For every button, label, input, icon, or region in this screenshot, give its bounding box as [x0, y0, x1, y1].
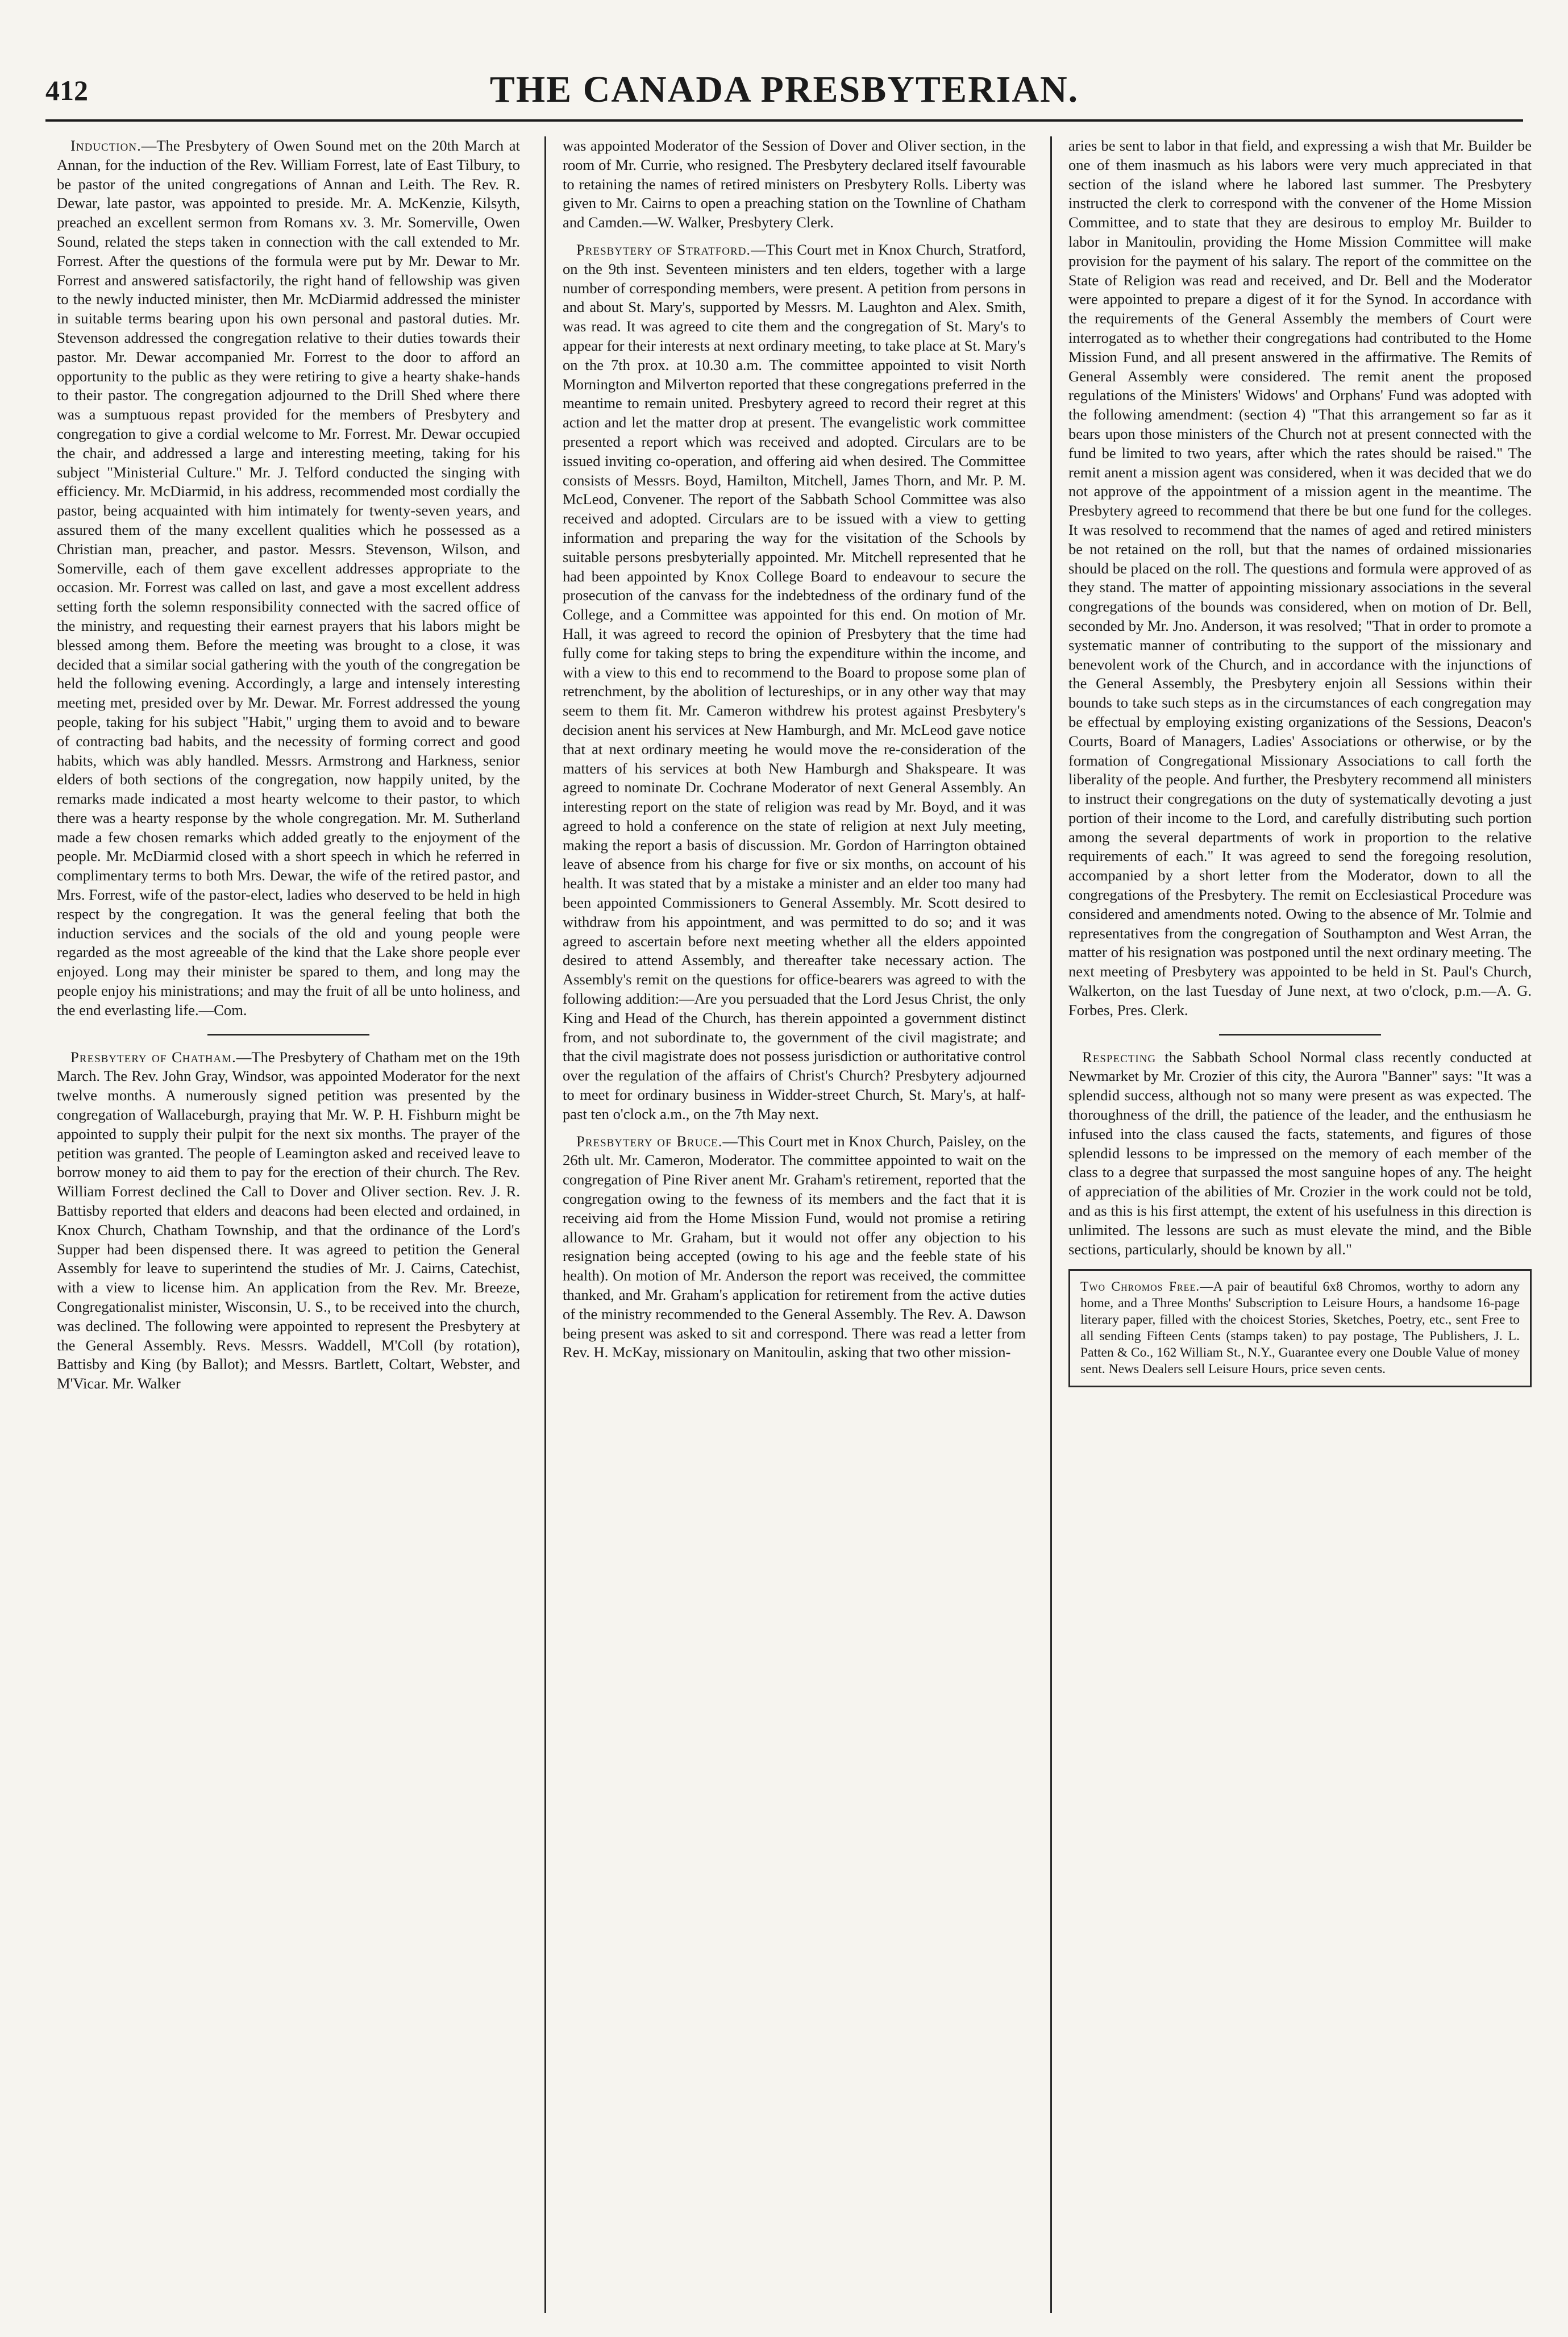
header-rule [45, 119, 1523, 122]
column-2 [563, 136, 1026, 2313]
article-text: —The Presbytery of Owen Sound met on the 20th March at Annan, for the induction of the Rev. William Forrest, late of East Tilbury, to be pastor of the united congregations of Annan and Leith. The Rev. R. Dewar, late pastor, was appointed to preside. Mr. A. McKenzie, Kilsyth, preached an excellent sermon from Romans xv. 3. Mr. Somerville, Owen Sound, related the steps taken in connection with the call extended to Mr. Forrest. After the questions of the formula were put by Mr. Dewar to Mr. Forrest and answered satisfactorily, the right hand of fellowship was given to the newly inducted minister, then Mr. McDiarmid addressed the minister in suitable terms bearing upon his own personal and pastoral duties. Mr. Stevenson addressed the congregation relative to their duties towards their pastor. Mr. Dewar accompanied Mr. Forrest to the door to afford an opportunity to the public as they were retiring to give a hearty shake-hands to their pastor. The congregation adjourned to the Drill Shed where there was a sumptuous repast provided for the members of Presbytery and congregation to give a cordial welcome to Mr. Forrest. Mr. Dewar occupied the chair, and addressed a large and interesting meeting, taking for his subject "Ministerial Culture." Mr. J. Telford conducted the singing with efficiency. Mr. McDiarmid, in his address, recommended most cordially the pastor, being acquainted with him intimately for twenty-seven years, and assured them of the many excellent qualities which he possessed as a Christian man, preacher, and pastor. Messrs. Stevenson, Wilson, and Somerville, each of them gave excellent addresses appropriate to the occasion. Mr. Forrest was called on last, and gave a most excellent address setting forth the solemn responsibility connected with the sacred office of the ministry, and requesting their earnest prayers that his labors might be blessed among them. Before the meeting was brought to a close, it was decided that a similar social gathering with the youth of the congregation be held the following evening. Accordingly, a large and intensely interesting meeting met, presided over by Mr. Dewar. Mr. Forrest addressed the young people, taking for his subject "Habit," urging them to avoid and to beware of contracting bad habits, and the necessity of forming correct and good habits, which was ably handled. Messrs. Armstrong and Harkness, senior elders of both sections of the congregation, now happily united, by the remarks made indicated a most hearty welcome to their pastor, to which there was a hearty response by the whole congregation. Mr. M. Sutherland made a few chosen remarks which added greatly to the enjoyment of the people. Mr. McDiarmid closed with a short speech in which he referred in complimentary terms to both Mrs. Dewar, the wife of the retired pastor, and Mrs. Forrest, wife of the pastor-elect, ladies who deserved to be held in high respect by the congregation. It was the general feeling that both the induction services and the socials of the old and young people were regarded as the most agreeable of the kind that the Lake shore people ever enjoyed. Long may their minister be spared to them, and long may the people enjoy his ministrations; and may the fruit of all be unto holiness, and the end everlasting life.—Com. [57, 137, 520, 1018]
page-header [45, 68, 1523, 114]
column-rule [544, 136, 546, 2313]
article-presbytery-stratford [563, 240, 1026, 1124]
article-bruce-continued [1068, 136, 1532, 1020]
article-presbytery-bruce [563, 1132, 1026, 1363]
article-paragraph [563, 136, 1026, 232]
article-heading: Presbytery of Bruce. [576, 1132, 723, 1150]
article-presbytery-chatham [57, 1048, 520, 1394]
advertisement-text [1080, 1279, 1520, 1378]
page-number: 412 [45, 74, 88, 106]
article-divider [207, 1034, 369, 1036]
article-paragraph [563, 240, 1026, 1124]
article-text: aries be sent to labor in that field, and expressing a wish that Mr. Builder be one of them inasmuch as his labors were very much appreciated in that section of the island where he labored last summer. The Presbytery instructed the clerk to correspond with the convener of the Home Mission Committee, and to state that they are desirous to employ Mr. Builder to labor in Manitoulin, providing the Home Mission Committee will make provision for the payment of his salary. The report of the committee on the State of Religion was read and received, and Dr. Bell and the Moderator were appointed to prepare a digest of it for the Synod. In accordance with the requirements of the General Assembly the members of Court were interrogated as to whether their congregations had contributed to the Home Mission Fund, and all present answered in the affirmative. The Remits of General Assembly were considered. The remit anent the proposed regulations of the Ministers' Widows' and Orphans' Fund was adopted with the following amendment: (section 4) "That this arrangement so far as it bears upon those ministers of the Church not at present connected with the fund be limited to two years, after which the rates should be raised." The remit anent a mission agent was considered, when it was decided that we do not approve of the appointment of a mission agent in the meantime. The Presbytery agreed to recommend that there be but one fund for the colleges. It was resolved to recommend that the names of aged and retired ministers be not retained on the roll, but that the names of ordained missionaries should be placed on the roll. The questions and formula were approved of as they stand. The matter of appointing missionary associations in the several congregations of the bounds was considered, when on motion of Dr. Bell, seconded by Mr. Jno. Anderson, it was resolved; "That in order to promote a systematic manner of contributing to the support of the missionary and benevolent work of the Church, and in accordance with the injunctions of the General Assembly, the Presbytery enjoin all Sessions within their bounds to take such steps as in the circumstances of each congregation may be effectual by employing existing organizations of the Sessions, Deacon's Courts, Board of Managers, Ladies' Associations or otherwise, or by the formation of Congregational Missionary Associations to call forth the liberality of the people. And further, the Presbytery recommend all ministers to instruct their congregations on the duty of systematically devoting a just portion of their income to the Lord, and carefully distributing such portion among the several departments of work in proportion to the relative requirements of each." It was agreed to send the foregoing resolution, accompanied by a short letter from the Moderator, down to all the congregations of the Presbytery. The remit on Ecclesiastical Procedure was considered and amendments noted. Owing to the absence of Mr. Tolmie and representatives from the congregation of Southampton and West Arran, the matter of his resignation was postponed until the next ordinary meeting. The next meeting of Presbytery was appointed to be held in St. Paul's Church, Walkerton, on the last Tuesday of June next, at two o'clock, p.m.—A. G. Forbes, Pres. Clerk. [1068, 137, 1532, 1018]
article-heading: Respecting [1082, 1048, 1157, 1066]
article-text: —This Court met in Knox Church, Paisley, on the 26th ult. Mr. Cameron, Moderator. The committee appointed to wait on the congregation of Pine River anent Mr. Graham's retirement, reported that the congregation owing to the fewness of its members and the fact that it is receiving aid from the Home Mission Fund, would not promise a retiring allowance to Mr. Graham, but it would not offer any objection to his resignation being accepted (owing to his age and the feeble state of his health). On motion of Mr. Anderson the report was received, the committee thanked, and Mr. Graham's application for retirement from the active duties of the ministry recommended to the General Assembly. The Rev. A. Dawson being present was asked to sit and correspond. There was read a letter from Rev. H. McKay, missionary on Manitoulin, asking that two other mission- [563, 1132, 1026, 1361]
column-rule [1050, 136, 1052, 2313]
article-sabbath-school [1068, 1048, 1532, 1259]
article-text: was appointed Moderator of the Session of Dover and Oliver section, in the room of Mr. Currie, who resigned. The Presbytery declared itself favourable to retaining the names of retired ministers on Presbytery Rolls. Liberty was given to Mr. Cairns to open a preaching station on the Townline of Chatham and Camden.—W. Walker, Presbytery Clerk. [563, 137, 1026, 231]
article-text: the Sabbath School Normal class recently conducted at Newmarket by Mr. Crozier of this city, the Aurora "Banner" says: "It was a splendid success, although not so many were present as was expected. The thoroughness of the drill, the patience of the leader, and the enthusiasm he infused into the class caused the facts, statements, and figures of those splendid lessons to be impressed on the memory of each member of the class to a degree that surpassed the most sanguine hopes of any. The height of appreciation of the abilities of Mr. Crozier in the work could not be told, and as this is his first attempt, the extent of his usefulness in this direction is unlimited. The lessons are such as must elevate the mind, and the Bible sections, particularly, should be known by all." [1068, 1048, 1532, 1258]
advertisement-heading: Two Chromos Free. [1080, 1279, 1200, 1295]
article-heading: Presbytery of Stratford. [576, 240, 751, 258]
article-paragraph [563, 1132, 1026, 1363]
article-text: —This Court met in Knox Church, Stratford, on the 9th inst. Seventeen ministers and ten elders, together with a large number of corresponding members, were present. A petition from persons in and about St. Mary's, supported by Messrs. M. Laughton and Alex. Smith, was read. It was agreed to cite them and the congregation of St. Mary's to appear for their interests at next ordinary meeting, to take place at St. Mary's on the 7th prox. at 10.30 a.m. The committee appointed to visit North Mornington and Milverton reported that these congregations preferred in the meantime to remain united. Presbytery agreed to record their regret at this action and let the matter drop at present. The evangelistic work committee presented a report which was received and adopted. Circulars are to be issued inviting co-operation, and offering aid when desired. The Committee consists of Messrs. Boyd, Hamilton, Mitchell, James Thorn, and Mr. P. M. McLeod, Convener. The report of the Sabbath School Committee was also received and adopted. Circulars are to be issued with a view to getting information and preparing the way for the visitation of the Schools by suitable persons presbyterially appointed. Mr. Mitchell represented that he had been appointed by Knox College Board to endeavour to secure the prosecution of the canvass for the indebtedness of the ordinary fund of the College, and a Committee was appointed for this end. On motion of Mr. Hall, it was agreed to record the opinion of Presbytery that the time had fully come for taking steps to bring the expenditure within the income, and with a view to this end to recommend to the Board to propose some plan of retrenchment, by the abolition of lectureships, or in any other way that may seem to them fit. Mr. Cameron withdrew his protest against Presbytery's decision anent his services at New Hamburgh, and Mr. McLeod gave notice that at next ordinary meeting he would move the re-consideration of the matters of his services at both New Hamburgh and Shakspeare. It was agreed to nominate Dr. Cochrane Moderator of next General Assembly. An interesting report on the state of religion was read by Mr. Boyd, and it was agreed to hold a conference on the state of religion at next July meeting, making the report a basis of discussion. Mr. Gordon of Harrington obtained leave of absence from his charge for five or six months, on account of his health. It was stated that by a mistake a minister and an elder too many had been appointed Commissioners to General Assembly. Mr. Scott desired to withdraw from his appointment, and was permitted to do so; and it was agreed to ascertain before next meeting whether all the elders appointed desired to attend Assembly, and thereafter take necessary action. The Assembly's remit on the questions for office-bearers was agreed to with the following addition:—Are you persuaded that the Lord Jesus Christ, the only King and Head of the Church, has therein appointed a government distinct from, and not subordinate to, the government of the civil magistrate; and that the civil magistrate does not possess jurisdiction or authoritative control over the regulation of the affairs of Christ's Church? Presbytery adjourned to meet for ordinary business in Widder-street Church, St. Mary's, at half-past ten o'clock a.m., on the 7th May next. [563, 240, 1026, 1122]
article-divider [1219, 1034, 1381, 1036]
article-heading: Presbytery of Chatham. [70, 1048, 236, 1066]
advertisement-body: —A pair of beautiful 6x8 Chromos, worthy to adorn any home, and a Three Months' Subscription to Leisure Hours, a handsome 16-page literary paper, filled with the choicest Stories, Sketches, Poetry, etc., sent Free to all sending Fifteen Cents (stamps taken) to pay postage, The Publishers, J. L. Patten & Co., 162 William St., N.Y., Guarantee every one Double Value of money sent. News Dealers sell Leisure Hours, price seven cents. [1080, 1279, 1520, 1377]
article-paragraph [1068, 136, 1532, 1020]
journal-title: THE CANADA PRESBYTERIAN. [489, 69, 1079, 110]
article-text: —The Presbytery of Chatham met on the 19th March. The Rev. John Gray, Windsor, was appointed Moderator for the next twelve months. A numerously signed petition was presented by the congregation of Wallaceburgh, praying that Mr. W. P. H. Fishburn might be appointed to supply their pulpit for the next six months. The prayer of the petition was granted. The people of Leamington asked and received leave to borrow money to aid them to pay for the erection of their church. The Rev. William Forrest declined the Call to Dover and Oliver section. Rev. J. R. Battisby reported that elders and deacons had been elected and ordained, in Knox Church, Chatham Township, and that the ordinance of the Lord's Supper had been dispensed there. It was agreed to petition the General Assembly for leave to superintend the studies of Mr. J. Cairns, Catechist, with a view to license him. An application from the Rev. Mr. Breeze, Congregationalist minister, Wisconsin, U. S., to be received into the church, was declined. The following were appointed to represent the Presbytery at the General Assembly. Revs. Messrs. Waddell, M'Coll (by rotation), Battisby and King (by Ballot); and Messrs. Bartlett, Coltart, Webster, and M'Vicar. Mr. Walker [57, 1048, 520, 1392]
column-1 [57, 136, 520, 2313]
article-paragraph [1068, 1048, 1532, 1259]
article-heading: Induction. [70, 137, 142, 154]
column-3 [1068, 136, 1532, 2313]
article-paragraph [57, 1048, 520, 1394]
article-induction [57, 136, 520, 1020]
advertisement-box [1068, 1269, 1532, 1387]
article-chatham-continued [563, 136, 1026, 232]
article-paragraph [57, 136, 520, 1020]
